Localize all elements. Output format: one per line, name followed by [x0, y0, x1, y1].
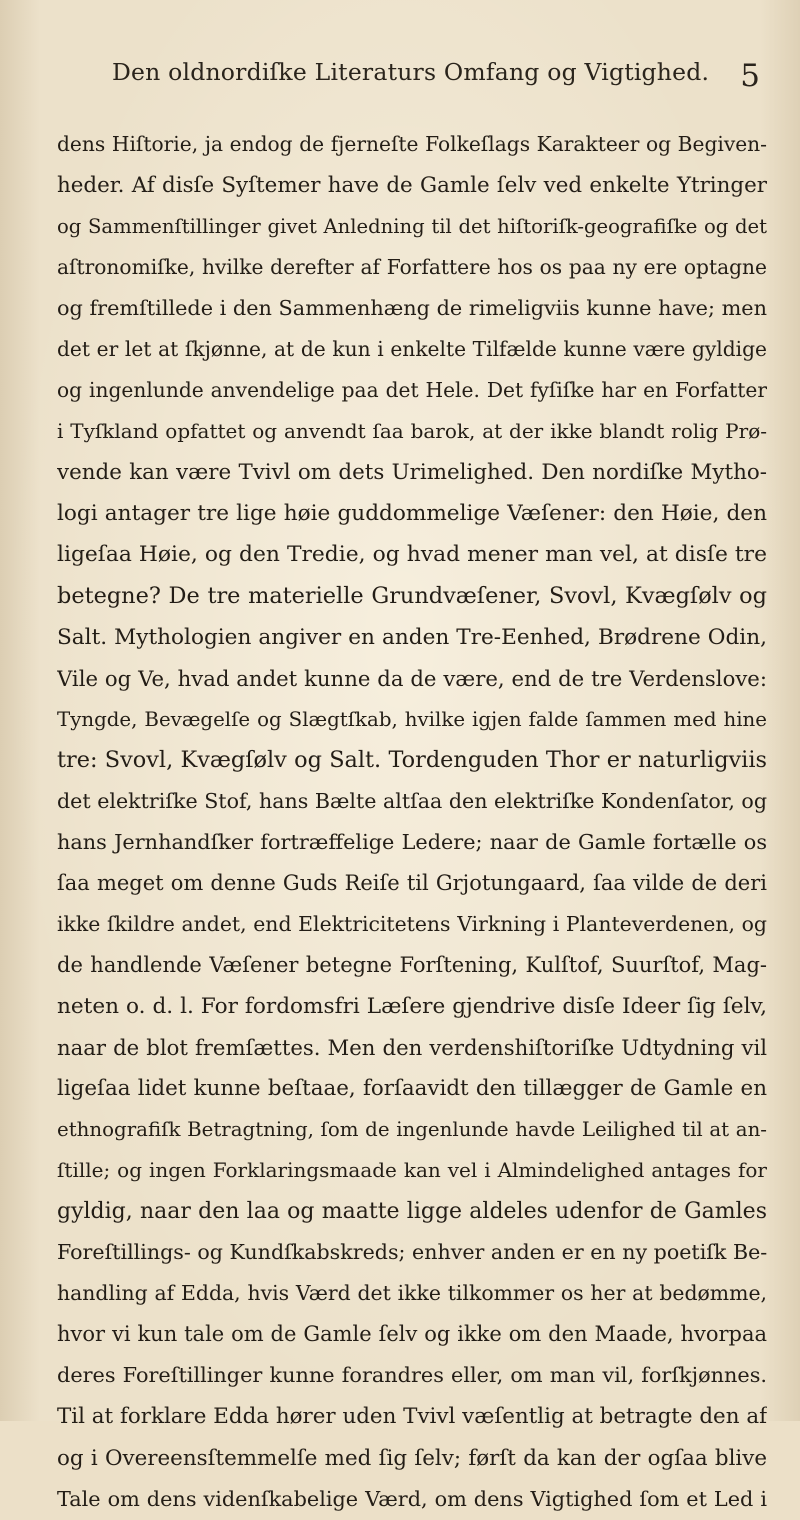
text-line: deres Foreſtillinger kunne forandres eller, om man vil, forſkjønnes. [57, 1363, 767, 1388]
text-line: ligeſaa lidet kunne beſtaae, forſaavidt den tillægger de Gamle en [57, 1076, 767, 1102]
text-line: og Sammenſtillinger givet Anledning til det hiſtoriſk-geografiſke og det [57, 215, 767, 239]
running-head: Den oldnordiſke Literaturs Omfang og Vigtighed. [112, 58, 710, 86]
text-line: og fremſtillede i den Sammenhæng de rimeligviis kunne have; men [57, 296, 767, 321]
text-line: ſtille; og ingen Forklaringsmaade kan vel i Almindelighed antages for [57, 1158, 767, 1183]
text-line: hvor vi kun tale om de Gamle ſelv og ikke om den Maade, hvorpaa [57, 1322, 767, 1347]
text-line: neten o. d. l. For fordomsfri Læſere gjendrive disſe Ideer ſig ſelv, [57, 993, 767, 1019]
text-line: naar de blot fremſættes. Men den verdenshiſtoriſke Udtydning vil [57, 1035, 767, 1061]
text-line: Salt. Mythologien angiver en anden Tre-Eenhed, Brødrene Odin, [57, 624, 767, 650]
text-line: de handlende Væſener betegne Forſtening, Kulſtof, Suurſtof, Mag- [57, 952, 767, 977]
text-line: gyldig, naar den laa og maatte ligge aldeles udenfor de Gamles [57, 1199, 767, 1225]
text-line: det elektriſke Stof, hans Bælte altſaa den elektriſke Kondenſator, og [57, 788, 767, 813]
text-line: det er let at ſkjønne, at de kun i enkelte Tilfælde kunne være gyldige [57, 337, 767, 362]
text-line: hans Jernhandſker fortræffelige Ledere; naar de Gamle fortælle os [57, 829, 767, 854]
text-line: logi antager tre lige høie guddommelige Væſener: den Høie, den [57, 501, 767, 527]
text-line: dens Hiſtorie, ja endog de fjerneſte Folkeſlags Karakteer og Begiven- [57, 132, 767, 156]
text-line: og ingenlunde anvendelige paa det Hele. Det fyſiſke har en Forfatter [57, 378, 767, 403]
page-number: 5 [740, 58, 760, 94]
body-text [57, 124, 767, 1520]
text-line: Tyngde, Bevægelſe og Slægtſkab, hvilke igjen falde ſammen med hine [57, 707, 767, 731]
text-line: i Tyſkland opfattet og anvendt ſaa barok, at der ikke blandt rolig Prø- [57, 419, 767, 444]
page-header [112, 58, 772, 106]
text-line: ligeſaa Høie, og den Tredie, og hvad mener man vel, at disſe tre [57, 542, 767, 568]
text-line: Vile og Ve, hvad andet kunne da de være, end de tre Verdenslove: [57, 665, 767, 691]
text-line: Foreſtillings- og Kundſkabskreds; enhver anden er en ny poetiſk Be- [57, 1240, 767, 1265]
text-line: handling af Edda, hvis Værd det ikke tilkommer os her at bedømme, [57, 1281, 767, 1306]
text-line: og i Overeensſtemmelſe med ſig ſelv; førſt da kan der ogſaa blive [57, 1445, 767, 1471]
text-line: betegne? De tre materielle Grundvæſener, Svovl, Kvægſølv og [57, 582, 767, 609]
text-line: Til at forklare Edda hører uden Tvivl væſentlig at betragte den af [57, 1404, 767, 1430]
text-line: ikke ſkildre andet, end Elektricitetens Virkning i Planteverdenen, og [57, 911, 767, 936]
text-line: tre: Svovl, Kvægſølv og Salt. Tordenguden Thor er naturligviis [57, 746, 767, 773]
text-line: ſaa meget om denne Guds Reiſe til Grjotungaard, ſaa vilde de deri [57, 870, 767, 895]
text-line: aſtronomiſke, hvilke derefter af Forfattere hos os paa ny ere optagne [57, 255, 767, 280]
text-line: ethnografiſk Betragtning, ſom de ingenlunde havde Leilighed til at an- [57, 1118, 767, 1142]
text-line: vende kan være Tvivl om dets Urimelighed. Den nordiſke Mytho- [57, 460, 767, 486]
text-line: Tale om dens videnſkabelige Værd, om dens Vigtighed ſom et Led i [57, 1486, 767, 1511]
text-line: heder. Af disſe Syſtemer have de Gamle ſelv ved enkelte Ytringer [57, 173, 767, 199]
